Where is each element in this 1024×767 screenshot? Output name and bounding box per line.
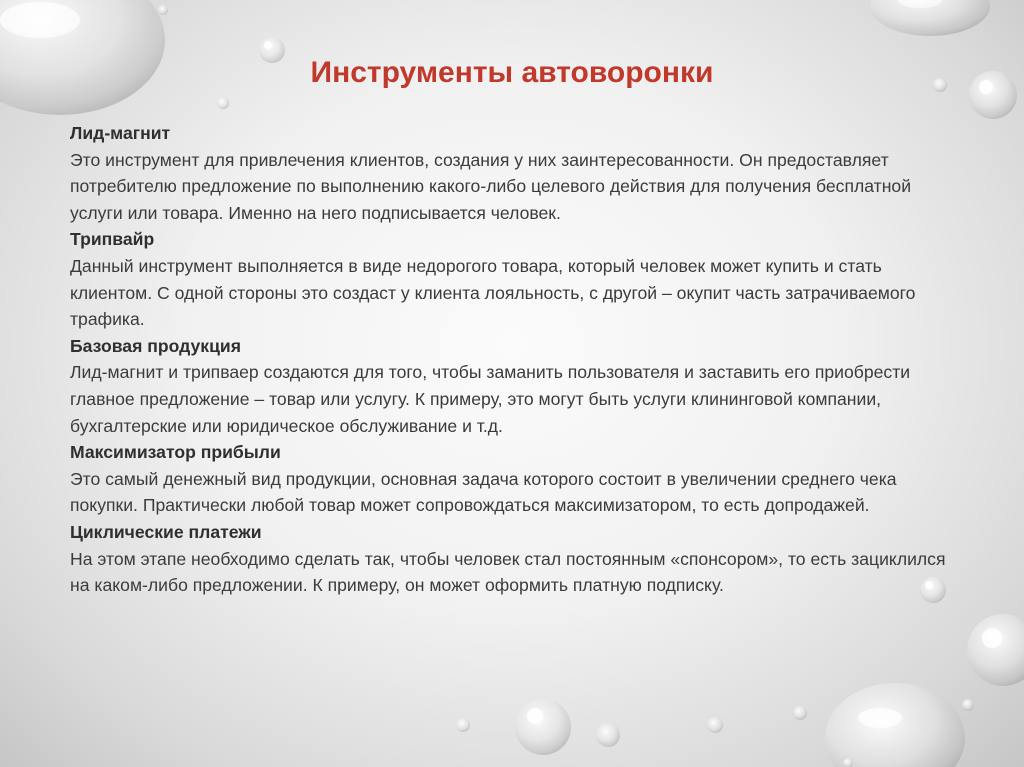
section-body: Это самый денежный вид продукции, основная задача которого состоит в увеличении среднего чека покупки. Практически любой товар может сопровождаться максимизатором, то есть допродажей. bbox=[70, 468, 897, 516]
section-heading: Циклические платежи bbox=[70, 521, 262, 542]
section-tripwire bbox=[70, 226, 960, 332]
water-drop-tiny-4 bbox=[962, 699, 974, 711]
section-heading: Трипвайр bbox=[70, 229, 155, 250]
section-heading: Максимизатор прибыли bbox=[70, 442, 281, 463]
section-recurring-payments bbox=[70, 519, 960, 599]
water-drop-top-right bbox=[870, 0, 990, 36]
water-drop-tiny-2 bbox=[158, 5, 168, 15]
section-body: Данный инструмент выполняется в виде недорогого товара, который человек может купить и стать клиентом. С одной стороны это создаст у клиента лояльность, с другой – окупит часть затрачиваемого трафика. bbox=[70, 255, 916, 330]
water-drop-tiny-5 bbox=[793, 706, 807, 720]
water-drop-tiny-6 bbox=[707, 717, 723, 733]
section-core-product bbox=[70, 333, 960, 439]
water-drop-bottom-tiny bbox=[456, 718, 470, 732]
water-drop-bottom-small bbox=[596, 723, 620, 747]
water-drop-right-2 bbox=[967, 614, 1024, 686]
section-lead-magnet bbox=[70, 120, 960, 226]
slide-content bbox=[70, 120, 960, 599]
section-body: Лид-магнит и трипваер создаются для того, чтобы заманить пользователя и заставить его приобрести главное предложение – товар или услугу. К примеру, это могут быть услуги клининговой компании, бухгалтерские или юридическое обслуживание и т.д. bbox=[70, 362, 911, 436]
section-profit-maximizer bbox=[70, 439, 960, 519]
water-drop-bottom-right-large bbox=[825, 683, 965, 767]
section-heading: Лид-магнит bbox=[70, 123, 171, 143]
section-heading: Базовая продукция bbox=[70, 335, 241, 356]
section-body: Это инструмент для привлечения клиентов, создания у них заинтересованности. Он предоставляет потребителю предложение по выполнению какого-либо целевого действия для получения бесплатной услуги или товара. Именно на него подписывается человек. bbox=[70, 149, 912, 223]
water-drop-tiny-1 bbox=[217, 97, 229, 109]
water-drop-bottom-center bbox=[515, 699, 571, 755]
slide-title: Инструменты автоворонки bbox=[310, 56, 714, 89]
section-body: На этом этапе необходимо сделать так, чтобы человек стал постоянным «спонсором», то есть зациклился на каком-либо предложении. К примеру, он может оформить платную подписку. bbox=[70, 548, 946, 596]
